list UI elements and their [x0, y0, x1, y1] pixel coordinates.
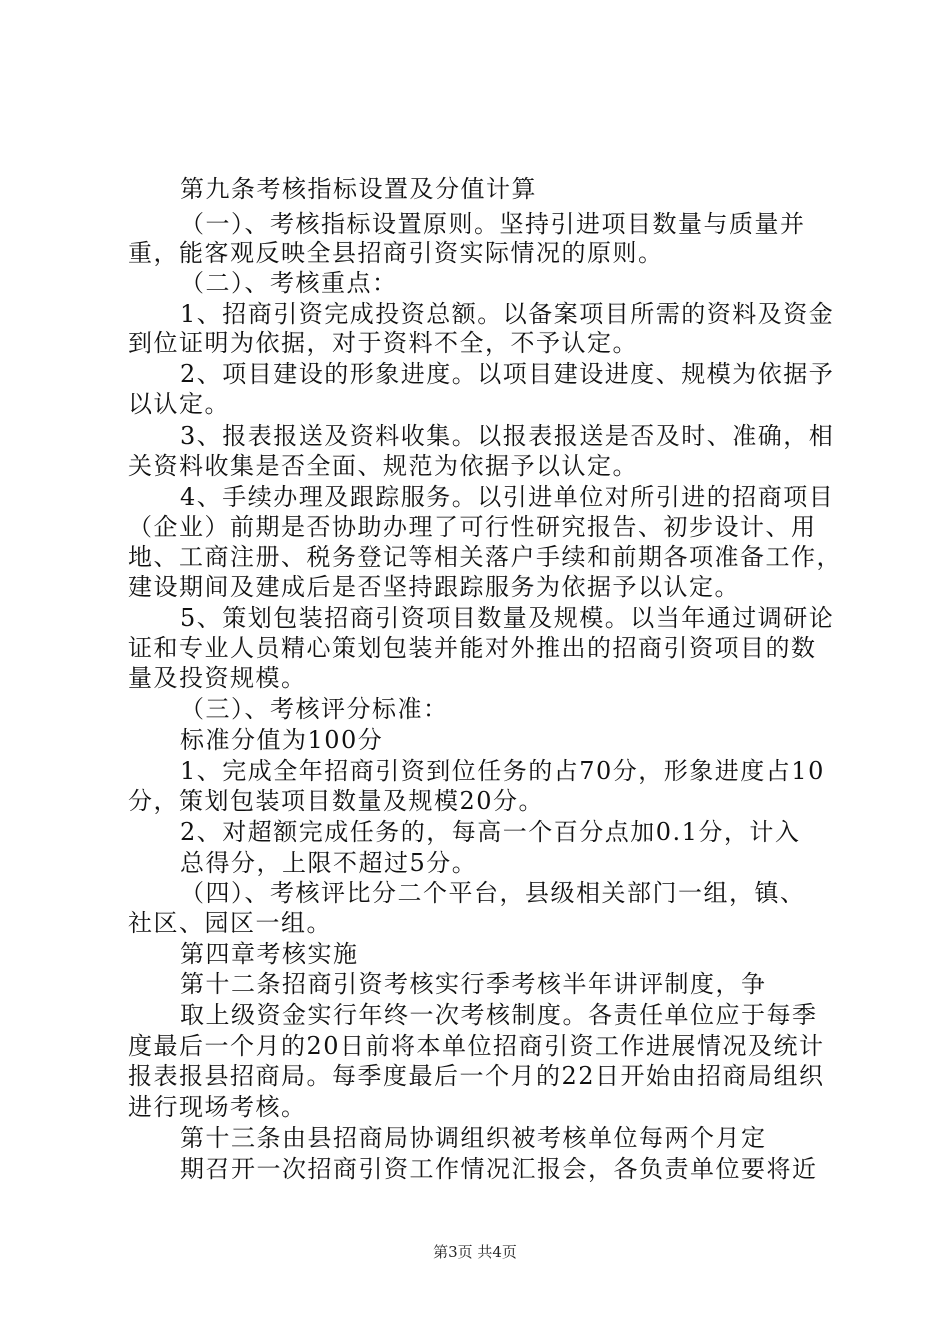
text-line: 2、对超额完成任务的，每高一个百分点加0.1分，计入: [180, 818, 801, 846]
text-line: 分，策划包装项目数量及规模20分。: [128, 787, 545, 815]
text-line: 总得分，上限不超过5分。: [180, 849, 478, 877]
text-line: 1、完成全年招商引资到位任务的占70分，形象进度占10: [180, 757, 825, 785]
text-line: 2、项目建设的形象进度。以项目建设进度、规模为依据予: [180, 360, 835, 388]
text-line: 地、工商注册、税务登记等相关落户手续和前期各项准备工作，: [128, 543, 842, 571]
text-line: （二）、考核重点：: [180, 269, 398, 297]
text-line: 取上级资金实行年终一次考核制度。各责任单位应于每季: [180, 1001, 818, 1029]
text-line: （三）、考核评分标准：: [180, 695, 449, 723]
page-number-footer: 第3页 共4页: [433, 1243, 517, 1261]
text-line: 第九条考核指标设置及分值计算: [180, 175, 537, 203]
text-line: 报表报县招商局。每季度最后一个月的22日开始由招商局组织: [128, 1062, 825, 1090]
text-line: 关资料收集是否全面、规范为依据予以认定。: [128, 452, 638, 480]
text-line: 4、手续办理及跟踪服务。以引进单位对所引进的招商项目: [180, 483, 835, 511]
text-line: 3、报表报送及资料收集。以报表报送是否及时、准确，相: [180, 422, 835, 450]
text-line: 进行现场考核。: [128, 1093, 307, 1121]
text-line: 1、招商引资完成投资总额。以备案项目所需的资料及资金: [180, 300, 835, 328]
text-line: 5、策划包装招商引资项目数量及规模。以当年通过调研论: [180, 604, 835, 632]
text-line: 建设期间及建成后是否坚持跟踪服务为依据予以认定。: [128, 573, 740, 601]
text-line: 第十三条由县招商局协调组织被考核单位每两个月定: [180, 1124, 767, 1152]
text-line: 第十二条招商引资考核实行季考核半年讲评制度，争: [180, 970, 767, 998]
text-line: 期召开一次招商引资工作情况汇报会，各负责单位要将近: [180, 1155, 818, 1183]
text-line: （一）、考核指标设置原则。坚持引进项目数量与质量并: [180, 210, 806, 238]
text-line: 量及投资规模。: [128, 664, 307, 692]
text-line: 标准分值为100分: [180, 726, 384, 754]
text-line: 重，能客观反映全县招商引资实际情况的原则。: [128, 239, 664, 267]
text-line: （四）、考核评比分二个平台，县级相关部门一组，镇、: [180, 879, 806, 907]
text-line: 证和专业人员精心策划包装并能对外推出的招商引资项目的数: [128, 634, 817, 662]
text-line: （企业）前期是否协助办理了可行性研究报告、初步设计、用: [128, 513, 817, 541]
text-line: 社区、园区一组。: [128, 909, 332, 937]
text-line: 第四章考核实施: [180, 940, 359, 968]
text-line: 度最后一个月的20日前将本单位招商引资工作进展情况及统计: [128, 1032, 825, 1060]
text-line: 以认定。: [128, 390, 230, 418]
text-line: 到位证明为依据，对于资料不全，不予认定。: [128, 329, 638, 357]
